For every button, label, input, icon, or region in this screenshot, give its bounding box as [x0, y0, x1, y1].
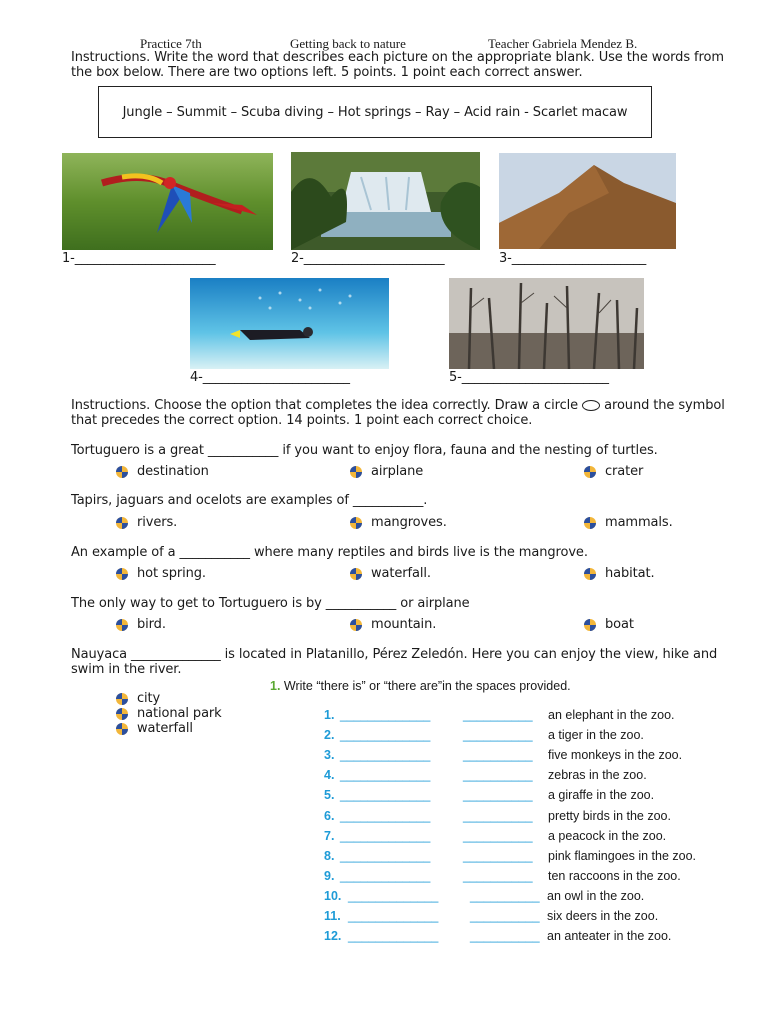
- acid-rain-image: [449, 278, 644, 369]
- q4-option-2[interactable]: [350, 617, 436, 632]
- option-label: mammals.: [605, 515, 673, 530]
- header-teacher: Teacher Gabriela Mendez B.: [488, 36, 638, 51]
- option-label: city: [137, 691, 161, 706]
- option-bullet-icon: [350, 568, 362, 580]
- part2-instructions-c: symbol that precedes the correct option. 14 points. 1 point each correct choice.: [71, 398, 725, 428]
- zoo-blank-2[interactable]: __________: [470, 929, 540, 943]
- zoo-item-text: a giraffe in the zoo.: [548, 788, 655, 802]
- option-label: habitat.: [605, 566, 655, 581]
- zoo-blank-1[interactable]: _____________: [340, 708, 431, 722]
- option-bullet-icon: [116, 517, 128, 529]
- zoo-blank-2[interactable]: __________: [463, 728, 533, 742]
- zoo-item-number: 12.: [324, 929, 342, 943]
- option-bullet-icon: [584, 517, 596, 529]
- q3-option-2[interactable]: [350, 566, 431, 581]
- question-2: Tapirs, jaguars and ocelots are examples of ___________.: [71, 493, 428, 508]
- header-practice: Practice 7th: [140, 36, 202, 51]
- zoo-item-text: an anteater in the zoo.: [547, 929, 672, 943]
- option-label: destination: [137, 464, 209, 479]
- zoo-blank-1[interactable]: _____________: [348, 889, 439, 903]
- zoo-blank-2[interactable]: __________: [470, 909, 540, 923]
- zoo-blank-2[interactable]: __________: [463, 829, 533, 843]
- option-bullet-icon: [350, 466, 362, 478]
- zoo-item-number: 8.: [324, 849, 335, 863]
- zoo-item-number: 9.: [324, 869, 335, 883]
- option-bullet-icon: [116, 723, 128, 735]
- q4-option-1[interactable]: [116, 617, 166, 632]
- zoo-blank-2[interactable]: __________: [463, 809, 533, 823]
- q5-option-1[interactable]: [116, 691, 160, 706]
- header-title: Getting back to nature: [290, 36, 406, 51]
- option-bullet-icon: [584, 568, 596, 580]
- q2-option-2[interactable]: [350, 515, 447, 530]
- zoo-exercise-number: 1.: [270, 679, 281, 693]
- zoo-item-text: zebras in the zoo.: [548, 768, 647, 782]
- zoo-item-number: 11.: [324, 909, 341, 923]
- zoo-blank-1[interactable]: _____________: [340, 829, 431, 843]
- part1-instructions: Instructions. Write the word that describes each picture on the appropriate blank. Use the words from the box below. There are two options left. 5 points. 1 point each correct answer.: [71, 50, 724, 80]
- zoo-blank-2[interactable]: __________: [463, 869, 533, 883]
- zoo-blank-1[interactable]: _____________: [340, 788, 431, 802]
- zoo-blank-2[interactable]: __________: [463, 849, 533, 863]
- option-label: mangroves.: [371, 515, 447, 530]
- zoo-item-number: 6.: [324, 809, 335, 823]
- word-box-text: Jungle – Summit – Scuba diving – Hot springs – Ray – Acid rain - Scarlet macaw: [122, 104, 628, 120]
- zoo-blank-1[interactable]: _____________: [340, 809, 431, 823]
- option-label: airplane: [371, 464, 424, 479]
- part2-instructions-b: around the: [604, 398, 675, 413]
- question-1: Tortuguero is a great ___________ if you want to enjoy flora, fauna and the nesting of turtles.: [71, 443, 658, 458]
- zoo-blank-2[interactable]: __________: [463, 708, 533, 722]
- q1-option-1[interactable]: [116, 464, 209, 479]
- option-label: bird.: [137, 617, 166, 632]
- zoo-blank-2[interactable]: __________: [463, 788, 533, 802]
- option-label: waterfall: [137, 721, 193, 736]
- option-label: mountain.: [371, 617, 437, 632]
- q1-option-3[interactable]: [584, 464, 643, 479]
- option-label: boat: [605, 617, 634, 632]
- q2-option-1[interactable]: [116, 515, 177, 530]
- zoo-item-text: an owl in the zoo.: [547, 889, 645, 903]
- circle-symbol-icon: [582, 400, 600, 411]
- option-bullet-icon: [116, 568, 128, 580]
- zoo-item-text: a tiger in the zoo.: [548, 728, 644, 742]
- hot-springs-image: [291, 152, 480, 250]
- option-bullet-icon: [584, 619, 596, 631]
- q4-option-3[interactable]: [584, 617, 634, 632]
- option-bullet-icon: [116, 619, 128, 631]
- zoo-blank-1[interactable]: _____________: [348, 909, 439, 923]
- zoo-item-number: 1.: [324, 708, 335, 722]
- zoo-item-number: 4.: [324, 768, 335, 782]
- zoo-blank-1[interactable]: _____________: [340, 768, 431, 782]
- q1-option-2[interactable]: [350, 464, 423, 479]
- question-4: The only way to get to Tortuguero is by ___________ or airplane: [71, 596, 470, 611]
- option-bullet-icon: [350, 619, 362, 631]
- q5-option-2[interactable]: [116, 706, 222, 721]
- q3-option-3[interactable]: [584, 566, 655, 581]
- part2-instructions-a: Instructions. Choose the option that completes the idea correctly. Draw a circle: [71, 398, 579, 413]
- scarlet-macaw-image: [62, 153, 273, 250]
- zoo-item-text: six deers in the zoo.: [547, 909, 659, 923]
- option-bullet-icon: [116, 466, 128, 478]
- question-5: Nauyaca ______________ is located in Platanillo, Pérez Zeledón. Here you can enjoy the view, hike and swim in the river.: [71, 647, 718, 677]
- zoo-exercise-title: [270, 679, 571, 693]
- part2-instructions: [71, 398, 741, 428]
- option-label: hot spring.: [137, 566, 206, 581]
- summit-image: [499, 153, 676, 249]
- option-bullet-icon: [584, 466, 596, 478]
- word-box: [98, 86, 652, 138]
- zoo-item-text: an elephant in the zoo.: [548, 708, 675, 722]
- blank-1[interactable]: 1-______________________: [62, 251, 216, 266]
- option-label: rivers.: [137, 515, 178, 530]
- q2-option-3[interactable]: [584, 515, 673, 530]
- zoo-item-text: pink flamingoes in the zoo.: [548, 849, 697, 863]
- zoo-blank-1[interactable]: _____________: [340, 728, 431, 742]
- zoo-blank-1[interactable]: _____________: [340, 869, 431, 883]
- option-bullet-icon: [116, 708, 128, 720]
- option-label: national park: [137, 706, 222, 721]
- zoo-item-text: a peacock in the zoo.: [548, 829, 667, 843]
- question-3: An example of a ___________ where many reptiles and birds live is the mangrove.: [71, 545, 588, 560]
- zoo-item-text: pretty birds in the zoo.: [548, 809, 671, 823]
- zoo-item-number: 3.: [324, 748, 335, 762]
- option-label: waterfall.: [371, 566, 431, 581]
- zoo-blank-2[interactable]: __________: [463, 748, 533, 762]
- zoo-item-number: 2.: [324, 728, 335, 742]
- zoo-item-number: 10.: [324, 889, 342, 903]
- zoo-blank-1[interactable]: _____________: [340, 849, 431, 863]
- scuba-diving-image: [190, 278, 389, 369]
- zoo-exercise-instructions: Write “there is” or “there are”in the spaces provided.: [283, 679, 571, 693]
- zoo-blank-2[interactable]: __________: [470, 889, 540, 903]
- zoo-item-number: 5.: [324, 788, 335, 802]
- q3-option-1[interactable]: [116, 566, 206, 581]
- option-bullet-icon: [116, 693, 128, 705]
- option-label: crater: [605, 464, 644, 479]
- blank-3[interactable]: 3-_____________________: [499, 251, 647, 266]
- option-bullet-icon: [350, 517, 362, 529]
- zoo-blank-2[interactable]: __________: [463, 768, 533, 782]
- blank-5[interactable]: 5-_______________________: [449, 370, 609, 385]
- zoo-item-text: ten raccoons in the zoo.: [548, 869, 681, 883]
- zoo-blank-1[interactable]: _____________: [348, 929, 439, 943]
- q5-option-3[interactable]: [116, 721, 193, 736]
- zoo-item-text: five monkeys in the zoo.: [548, 748, 683, 762]
- blank-2[interactable]: 2-______________________: [291, 251, 445, 266]
- zoo-item-number: 7.: [324, 829, 335, 843]
- zoo-blank-1[interactable]: _____________: [340, 748, 431, 762]
- blank-4[interactable]: 4-_______________________: [190, 370, 350, 385]
